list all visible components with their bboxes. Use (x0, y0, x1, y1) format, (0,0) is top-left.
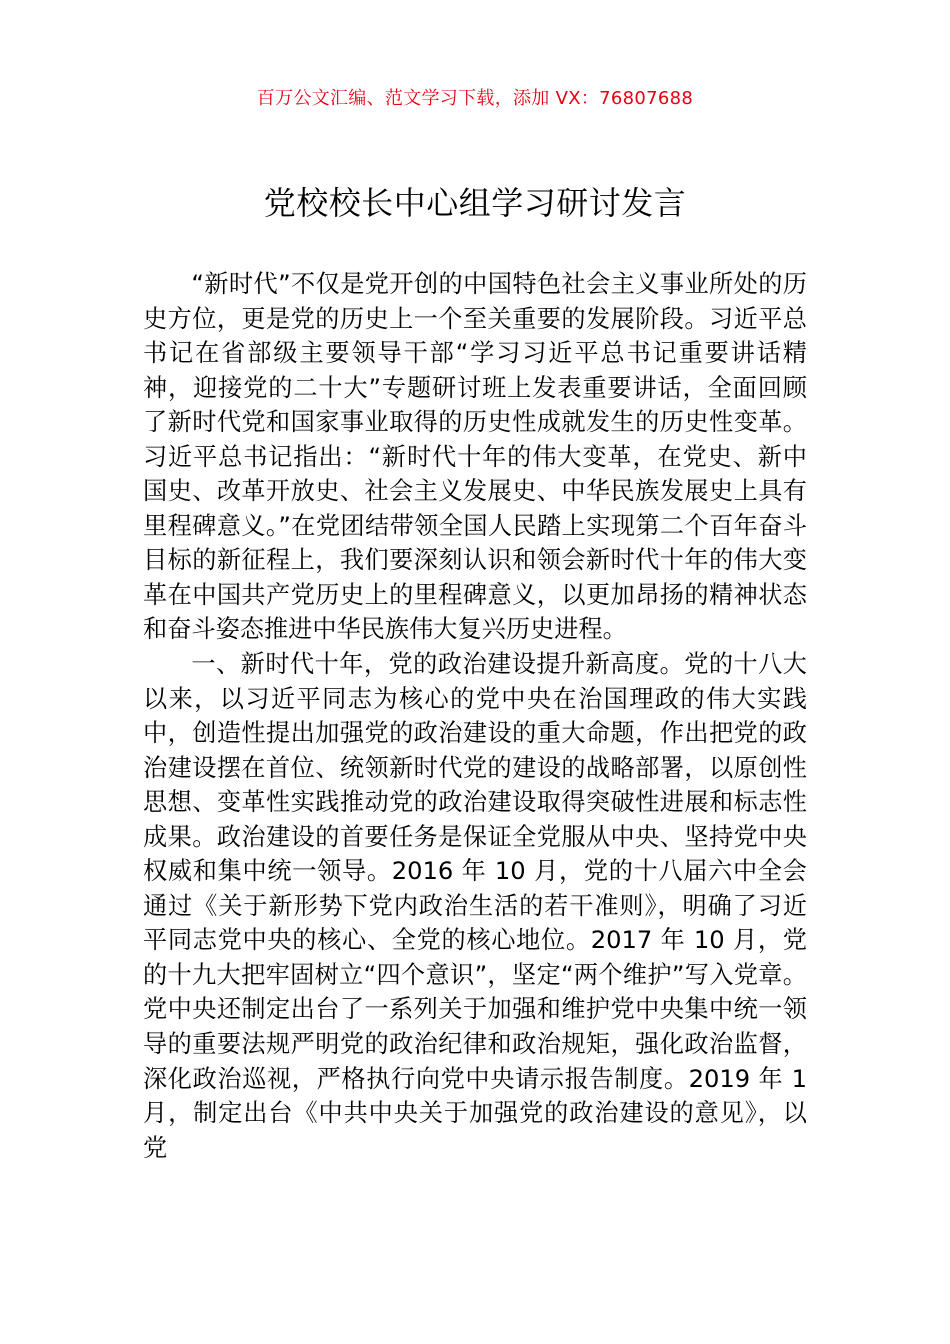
document-title: 党校校长中心组学习研讨发言 (263, 184, 687, 222)
watermark-banner: 百万公文汇编、范文学习下载，添加 VX：76807688 (256, 88, 694, 109)
document-body (143, 267, 807, 1165)
body-paragraph-section-1: 一、新时代十年，党的政治建设提升新高度。党的十八大以来，以习近平同志为核心的党中央在治国理政的伟大实践中，创造性提出加强党的政治建设的重大命题，作出把党的政治建设摆在首位、统领新时代党的建设的战略部署，以原创性思想、变革性实践推动党的政治建设取得突破性进展和标志性成果。政治建设的首要任务是保证全党服从中央、坚持党中央权威和集中统一领导。2016 年 10 月，党的十八届六中全会通过《关于新形势下党内政治生活的若干准则》，明确了习近平同志党中央的核心、全党的核心地位。2017 年 10 月，党的十九大把牢固树立“四个意识”，坚定“两个维护”写入党章。党中央还制定出台了一系列关于加强和维护党中央集中统一领导的重要法规严明党的政治纪律和政治规矩，强化政治监督，深化政治巡视，严格执行向党中央请示报告制度。2019 年 1 月，制定出台《中共中央关于加强党的政治建设的意见》，以党 (143, 650, 807, 1162)
body-paragraph-intro: “新时代”不仅是党开创的中国特色社会主义事业所处的历史方位，更是党的历史上一个至关重要的发展阶段。习近平总书记在省部级主要领导干部“学习习近平总书记重要讲话精神，迎接党的二十大”专题研讨班上发表重要讲话，全面回顾了新时代党和国家事业取得的历史性成就发生的历史性变革。习近平总书记指出：“新时代十年的伟大变革，在党史、新中国史、改革开放史、社会主义发展史、中华民族发展史上具有里程碑意义。”在党团结带领全国人民踏上实现第二个百年奋斗目标的新征程上，我们要深刻认识和领会新时代十年的伟大变革在中国共产党历史上的里程碑意义，以更加昂扬的精神状态和奋斗姿态推进中华民族伟大复兴历史进程。 (143, 270, 807, 644)
